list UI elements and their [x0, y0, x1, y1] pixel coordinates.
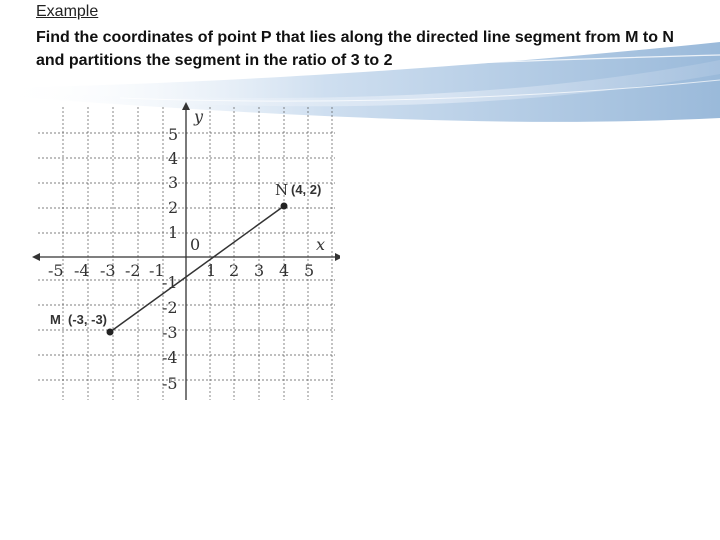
- y-tick: 3: [168, 173, 179, 192]
- x-tick: 1: [206, 261, 217, 280]
- y-axis-label: y: [194, 107, 204, 126]
- point-n-coords: (4, 2): [291, 182, 322, 197]
- origin-label: 0: [190, 235, 201, 254]
- y-tick: -5: [162, 374, 178, 393]
- y-tick: -2: [162, 298, 178, 317]
- x-tick: 5: [304, 261, 315, 280]
- x-tick: -4: [74, 261, 90, 280]
- x-tick: -2: [125, 261, 141, 280]
- y-tick: -1: [162, 273, 178, 292]
- y-tick: 2: [168, 198, 179, 217]
- x-axis-arrow-right: [335, 253, 340, 261]
- y-tick: 5: [168, 125, 179, 144]
- point-m-dot: [107, 329, 114, 336]
- x-tick: 3: [254, 261, 265, 280]
- x-tick: -1: [149, 261, 165, 280]
- y-tick: 4: [168, 149, 179, 168]
- x-tick: -3: [100, 261, 116, 280]
- problem-text: Find the coordinates of point P that lies along the directed line segment from M to N and partitions the segment in the ratio of 3 to 2: [36, 29, 674, 69]
- point-m-name: M: [50, 312, 61, 327]
- x-tick: 4: [279, 261, 290, 280]
- y-tick: 1: [168, 223, 179, 242]
- x-axis-label: x: [316, 235, 326, 254]
- y-axis-arrow-up: [182, 102, 190, 110]
- x-tick: -5: [48, 261, 64, 280]
- point-m-coords: (-3, -3): [68, 312, 107, 327]
- y-tick: -4: [162, 348, 178, 367]
- coordinate-graph: [30, 100, 340, 410]
- y-tick: -3: [162, 323, 178, 342]
- x-tick: 2: [229, 261, 240, 280]
- point-n-name: N: [275, 181, 289, 199]
- point-n-dot: [281, 203, 288, 210]
- example-label: Example: [36, 3, 99, 20]
- x-axis-arrow-left: [32, 253, 40, 261]
